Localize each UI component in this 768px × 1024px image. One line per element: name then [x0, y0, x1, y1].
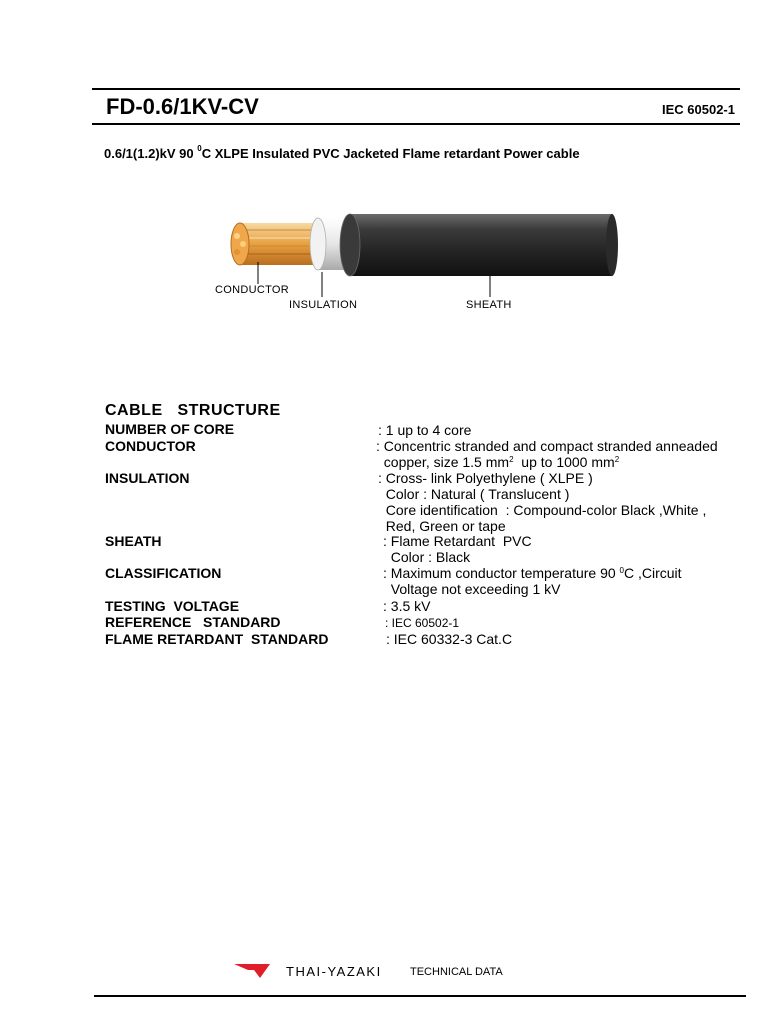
spec-value-testing-voltage: : 3.5 kV	[383, 598, 431, 614]
spec-value-insulation: : Cross- link Polyethylene ( XLPE ) Color : Natural ( Translucent ) Core identification : Compound-color Black ,White , Red, Green or tape	[378, 470, 707, 534]
spec-key-conductor: CONDUCTOR	[105, 438, 196, 454]
footer-brand: THAI-YAZAKI	[286, 964, 382, 979]
page-title: FD-0.6/1KV-CV	[106, 94, 259, 119]
spec-value-classification: : Maximum conductor temperature 90 $^0$C ,Circuit Voltage not exceeding 1 kV	[383, 565, 682, 597]
product-description: 0.6/1(1.2)kV 90 $^0$C XLPE Insulated PVC Jacketed Flame retardant Power cable	[104, 144, 580, 161]
spec-key-reference-standard: REFERENCE STANDARD	[105, 614, 281, 630]
conductor-graphic	[231, 223, 318, 265]
sheath-label: SHEATH	[466, 299, 512, 311]
spec-value-sheath: : Flame Retardant PVC Color : Black	[383, 533, 532, 565]
spec-key-sheath: SHEATH	[105, 533, 162, 549]
spec-value-reference-standard: : IEC 60502-1	[385, 616, 460, 630]
spec-key-insulation: INSULATION	[105, 470, 190, 486]
spec-key-core: NUMBER OF CORE	[105, 421, 235, 437]
conductor-label: CONDUCTOR	[215, 284, 289, 296]
section-heading: CABLE STRUCTURE	[105, 402, 281, 419]
spec-value-flame-standard: : IEC 60332-3 Cat.C	[386, 631, 513, 647]
footer-label: TECHNICAL DATA	[410, 966, 503, 978]
spec-value-core: : 1 up to 4 core	[378, 422, 472, 438]
header-standard: IEC 60502-1	[662, 102, 735, 117]
header-rule	[92, 123, 740, 125]
footer-rule	[94, 995, 746, 997]
insulation-label: INSULATION	[289, 299, 358, 311]
yazaki-logo-icon	[234, 962, 272, 980]
sheath-graphic	[340, 214, 618, 276]
spec-key-flame-standard: FLAME RETARDANT STANDARD	[105, 631, 329, 647]
spec-key-testing-voltage: TESTING VOLTAGE	[105, 598, 240, 614]
spec-value-conductor: : Concentric stranded and compact stranded anneaded copper, size 1.5 $mm^2$ up to 1000 $mm^2$	[376, 438, 718, 470]
top-rule	[92, 88, 740, 90]
spec-key-classification: CLASSIFICATION	[105, 565, 222, 581]
